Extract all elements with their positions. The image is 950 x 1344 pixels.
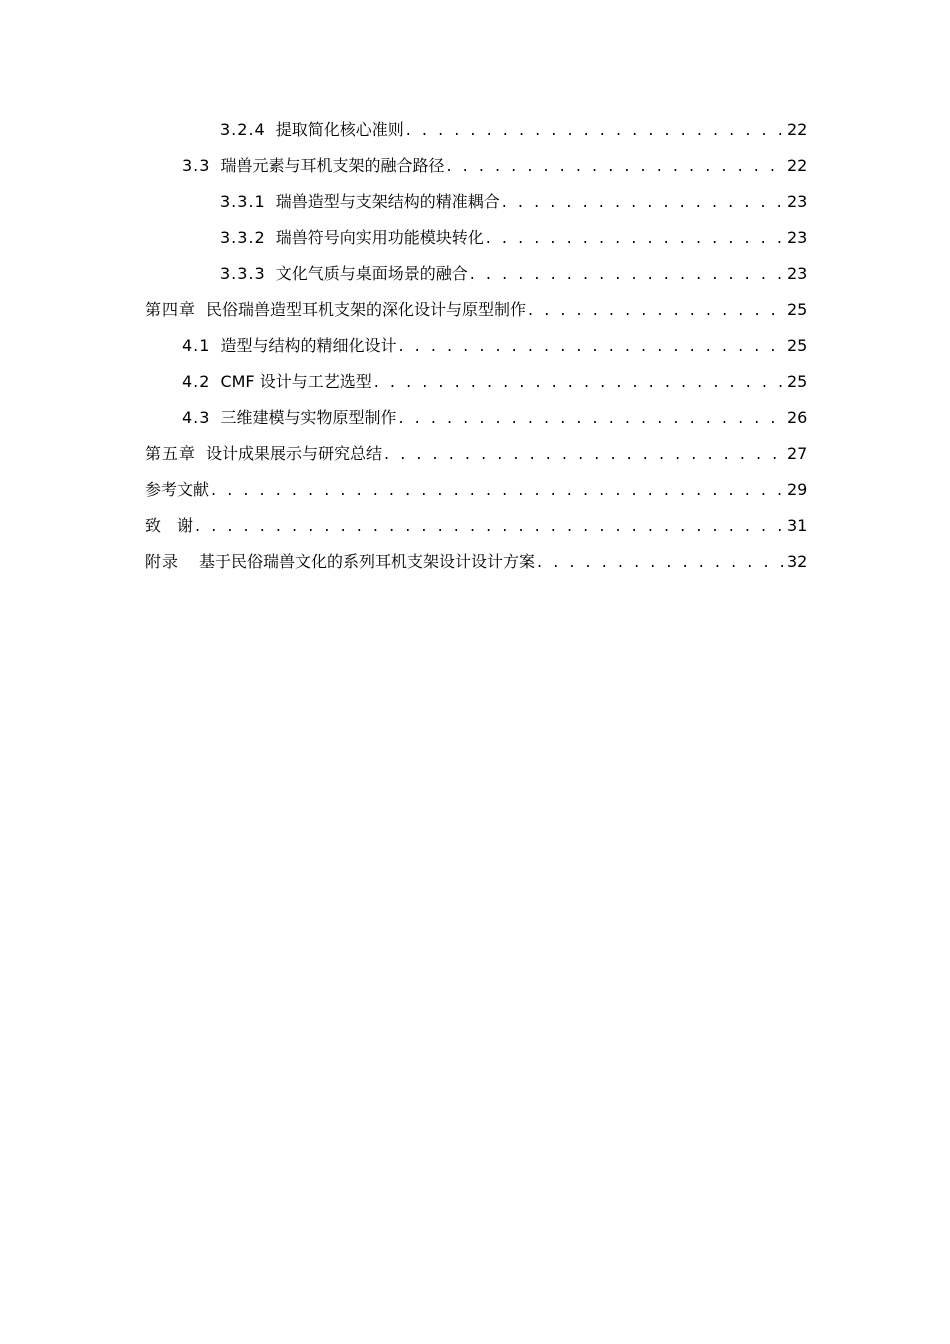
toc-entry-title <box>182 400 396 436</box>
toc-entry-title <box>220 220 484 256</box>
toc-entry-number: 3.3.1 <box>220 192 266 211</box>
toc-entry-page: 32 <box>787 552 808 571</box>
toc-entry-3-3[interactable] <box>145 148 807 184</box>
dot-leader <box>211 472 783 508</box>
dot-leader <box>384 436 783 472</box>
dot-leader <box>195 508 783 544</box>
toc-entry-page: 25 <box>787 336 808 355</box>
toc-entry-text: 设计成果展示与研究总结 <box>206 444 383 463</box>
toc-entry-4-3[interactable] <box>145 400 807 436</box>
dot-leader <box>446 148 783 184</box>
toc-entry-number: 3.2.4 <box>220 120 266 139</box>
toc-entry-references[interactable] <box>145 472 807 508</box>
toc-entry-text: 三维建模与实物原型制作 <box>220 408 397 427</box>
toc-entry-text: 参考文献 <box>145 480 210 499</box>
toc-entry-page: 27 <box>787 444 808 463</box>
toc-entry-4-2[interactable] <box>145 364 807 400</box>
dot-leader <box>398 400 783 436</box>
toc-entry-page: 23 <box>787 228 808 247</box>
toc-entry-title <box>220 256 468 292</box>
dot-leader <box>528 292 783 328</box>
toc-entry-page: 23 <box>787 192 808 211</box>
toc-entry-page: 26 <box>787 408 808 427</box>
dot-leader <box>374 364 783 400</box>
toc-entry-acknowledgements[interactable] <box>145 508 807 544</box>
toc-entry-text: 提取简化核心准则 <box>275 120 404 139</box>
toc-entry-page: 22 <box>787 120 808 139</box>
toc-entry-number: 第四章 <box>145 300 197 319</box>
toc-entry-3-3-2[interactable] <box>145 220 807 256</box>
toc-entry-page: 23 <box>787 264 808 283</box>
dot-leader <box>398 328 783 364</box>
toc-entry-4-1[interactable] <box>145 328 807 364</box>
toc-entry-page: 29 <box>787 480 808 499</box>
toc-entry-title <box>145 508 193 544</box>
toc-entry-title <box>145 292 526 328</box>
toc-entry-text: 基于民俗瑞兽文化的系列耳机支架设计设计方案 <box>199 552 536 571</box>
toc-entry-number: 3.3.3 <box>220 264 266 283</box>
table-of-contents <box>145 112 807 580</box>
toc-entry-title <box>182 364 372 400</box>
dot-leader <box>537 544 783 580</box>
dot-leader <box>486 220 783 256</box>
toc-entry-text: 瑞兽元素与耳机支架的融合路径 <box>220 156 445 175</box>
toc-entry-title <box>145 544 535 580</box>
dot-leader <box>470 256 783 292</box>
toc-entry-text: CMF 设计与工艺选型 <box>220 372 372 391</box>
toc-entry-3-3-3[interactable] <box>145 256 807 292</box>
toc-entry-number: 3.3 <box>182 156 211 175</box>
toc-entry-chapter-4[interactable] <box>145 292 807 328</box>
toc-entry-text: 瑞兽造型与支架结构的精准耦合 <box>275 192 500 211</box>
toc-entry-chapter-5[interactable] <box>145 436 807 472</box>
toc-entry-text: 造型与结构的精细化设计 <box>220 336 397 355</box>
toc-entry-title <box>182 328 396 364</box>
toc-entry-text: 致 谢 <box>145 516 194 535</box>
toc-entry-text: 瑞兽符号向实用功能模块转化 <box>275 228 484 247</box>
toc-entry-number: 4.3 <box>182 408 211 427</box>
toc-entry-page: 25 <box>787 300 808 319</box>
toc-entry-page: 25 <box>787 372 808 391</box>
toc-entry-3-3-1[interactable] <box>145 184 807 220</box>
toc-entry-3-2-4[interactable] <box>145 112 807 148</box>
toc-entry-title <box>220 184 500 220</box>
toc-entry-text: 文化气质与桌面场景的融合 <box>275 264 468 283</box>
toc-entry-appendix[interactable] <box>145 544 807 580</box>
toc-entry-title <box>145 436 382 472</box>
toc-entry-number: 附录 <box>145 552 180 571</box>
toc-entry-title <box>182 148 444 184</box>
dot-leader <box>502 184 783 220</box>
toc-entry-title <box>145 472 209 508</box>
toc-entry-number: 4.2 <box>182 372 211 391</box>
toc-entry-title <box>220 112 404 148</box>
toc-entry-number: 3.3.2 <box>220 228 266 247</box>
toc-entry-page: 22 <box>787 156 808 175</box>
toc-entry-text: 民俗瑞兽造型耳机支架的深化设计与原型制作 <box>206 300 527 319</box>
toc-entry-page: 31 <box>787 516 808 535</box>
toc-entry-number: 第五章 <box>145 444 197 463</box>
toc-entry-number: 4.1 <box>182 336 211 355</box>
dot-leader <box>406 112 783 148</box>
